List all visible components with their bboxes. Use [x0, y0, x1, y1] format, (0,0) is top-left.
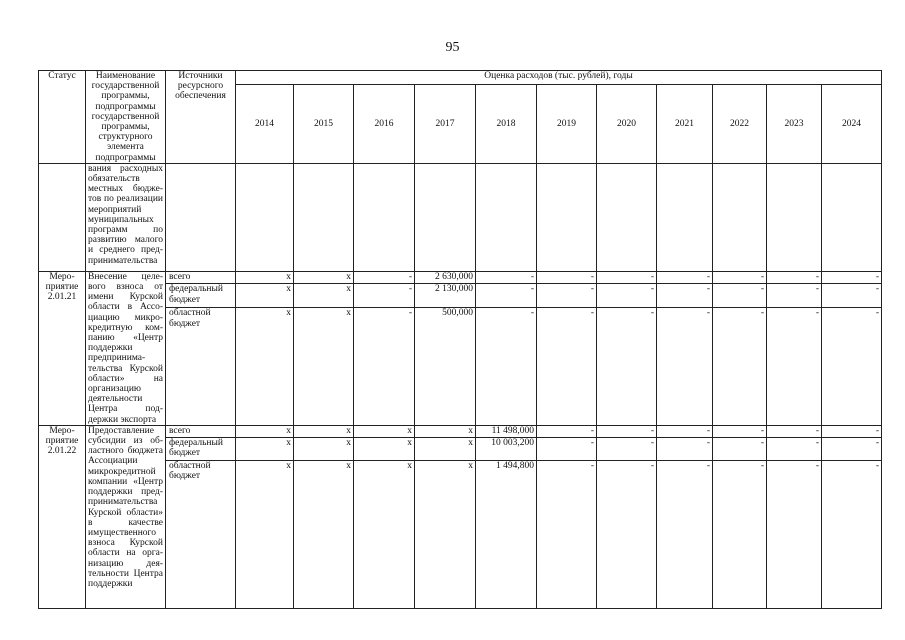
cell-value-2019: - [537, 308, 597, 425]
row-source: федеральный бюджет [166, 437, 236, 460]
cell-value-2014: x [236, 284, 294, 308]
row-source: всего [166, 425, 236, 437]
cell-value-2015: x [294, 308, 354, 425]
table-body [39, 163, 882, 608]
cell-value-2023: - [767, 437, 822, 460]
cell-value-2015: x [294, 271, 354, 284]
cell-value-2020: - [597, 425, 657, 437]
cell-value-2015: x [294, 460, 354, 608]
row-source: федеральный бюджет [166, 284, 236, 308]
header-year-2021: 2021 [657, 85, 713, 164]
cell-value-2022: - [713, 437, 767, 460]
cell-value-2019: - [537, 284, 597, 308]
cell-value-2024: - [822, 284, 882, 308]
cell-value-2014: x [236, 425, 294, 437]
cell-value-2024: - [822, 437, 882, 460]
cell-value-2014: x [236, 308, 294, 425]
cell-value-2015: x [294, 284, 354, 308]
cell-value-2021: - [657, 425, 713, 437]
header-year-2015: 2015 [294, 85, 354, 164]
cell-value-2019: - [537, 437, 597, 460]
table-row [39, 271, 882, 284]
row-source: всего [166, 271, 236, 284]
cell-value-2023: - [767, 271, 822, 284]
header-year-2024: 2024 [822, 85, 882, 164]
cell-value-2023: - [767, 284, 822, 308]
cell-value-2020: - [597, 460, 657, 608]
cell-value-2014: x [236, 460, 294, 608]
cell-value-2018: - [476, 308, 537, 425]
cell-value-2017: x [415, 460, 476, 608]
cell-value-2018: 10 003,200 [476, 437, 537, 460]
cell-value-2018: - [476, 271, 537, 284]
cell-value-2024: - [822, 308, 882, 425]
cell-value-2022: - [713, 271, 767, 284]
continuation-status [39, 163, 86, 271]
cell-value-2017: 2 130,000 [415, 284, 476, 308]
cell-value-2016: x [354, 460, 415, 608]
table-row [39, 460, 882, 608]
cell-value-2017: x [415, 425, 476, 437]
cell-value-2023: - [767, 460, 822, 608]
row-source: областной бюджет [166, 460, 236, 608]
cell-value-2022: - [713, 308, 767, 425]
cell-value-2019: - [537, 425, 597, 437]
cell-value-2020: - [597, 308, 657, 425]
cell-value-2018: - [476, 284, 537, 308]
cell-value-2016: x [354, 425, 415, 437]
table-row [39, 437, 882, 460]
header-name: Наименование государственной программы, подпрограммы государственной программы, структурного элемента подпрограммы [86, 71, 166, 164]
header-year-2014: 2014 [236, 85, 294, 164]
cell-value-2017: 500,000 [415, 308, 476, 425]
header-estimate: Оценка расходов (тыс. рублей), годы [236, 71, 882, 85]
cell-value-2023: - [767, 308, 822, 425]
cell-value-2016: - [354, 308, 415, 425]
cell-value-2023: - [767, 425, 822, 437]
cell-value-2022: - [713, 284, 767, 308]
cell-value-2021: - [657, 284, 713, 308]
cell-value-2017: 2 630,000 [415, 271, 476, 284]
cell-value-2015: x [294, 425, 354, 437]
table-row [39, 284, 882, 308]
header-year-2016: 2016 [354, 85, 415, 164]
row-name: Внесение целевого взноса от имени Курской области в Ассоциацию микрокредитную компанию «Центр поддержки предпринимательства Курской области» на организацию деятельности Центра поддержки экспорта [86, 271, 166, 425]
row-source: областной бюджет [166, 308, 236, 425]
cell-value-2018: 11 498,000 [476, 425, 537, 437]
cell-value-2016: x [354, 437, 415, 460]
cell-value-2019: - [537, 460, 597, 608]
cell-value-2016: - [354, 271, 415, 284]
header-year-2023: 2023 [767, 85, 822, 164]
continuation-name: вания расходных обязательств местных бюджетов по реализации мероприятий муниципальных программ по развитию малого и среднего предпринимательства [86, 163, 166, 271]
table-row [39, 425, 882, 437]
cell-value-2018: 1 494,800 [476, 460, 537, 608]
continuation-row [39, 163, 882, 271]
row-status: Мероприятие 2.01.21 [39, 271, 86, 425]
cell-value-2022: - [713, 460, 767, 608]
cell-value-2020: - [597, 284, 657, 308]
row-name: Предоставление субсидии из областного бюджета Ассоциации микрокредитной компании «Центр поддержки предпринимательства Курской области» в качестве имущественного взноса Курской области на организацию деятельности Центра поддержки [86, 425, 166, 608]
cell-value-2014: x [236, 271, 294, 284]
header-year-2018: 2018 [476, 85, 537, 164]
cell-value-2016: - [354, 284, 415, 308]
header-year-2019: 2019 [537, 85, 597, 164]
cell-value-2015: x [294, 437, 354, 460]
cell-value-2024: - [822, 460, 882, 608]
cell-value-2019: - [537, 271, 597, 284]
header-year-2017: 2017 [415, 85, 476, 164]
row-status: Мероприятие 2.01.22 [39, 425, 86, 608]
header-year-2020: 2020 [597, 85, 657, 164]
cell-value-2024: - [822, 271, 882, 284]
cell-value-2021: - [657, 460, 713, 608]
cell-value-2020: - [597, 271, 657, 284]
cell-value-2017: x [415, 437, 476, 460]
header-year-2022: 2022 [713, 85, 767, 164]
header-sources: Источники ресурсного обеспечения [166, 71, 236, 164]
cell-value-2021: - [657, 271, 713, 284]
page-number: 95 [445, 40, 460, 55]
cell-value-2022: - [713, 425, 767, 437]
header-status: Статус [39, 71, 86, 164]
cell-value-2014: x [236, 437, 294, 460]
cell-value-2021: - [657, 308, 713, 425]
cell-value-2021: - [657, 437, 713, 460]
table-row [39, 308, 882, 425]
cell-value-2020: - [597, 437, 657, 460]
cell-value-2024: - [822, 425, 882, 437]
budget-table [38, 70, 882, 609]
